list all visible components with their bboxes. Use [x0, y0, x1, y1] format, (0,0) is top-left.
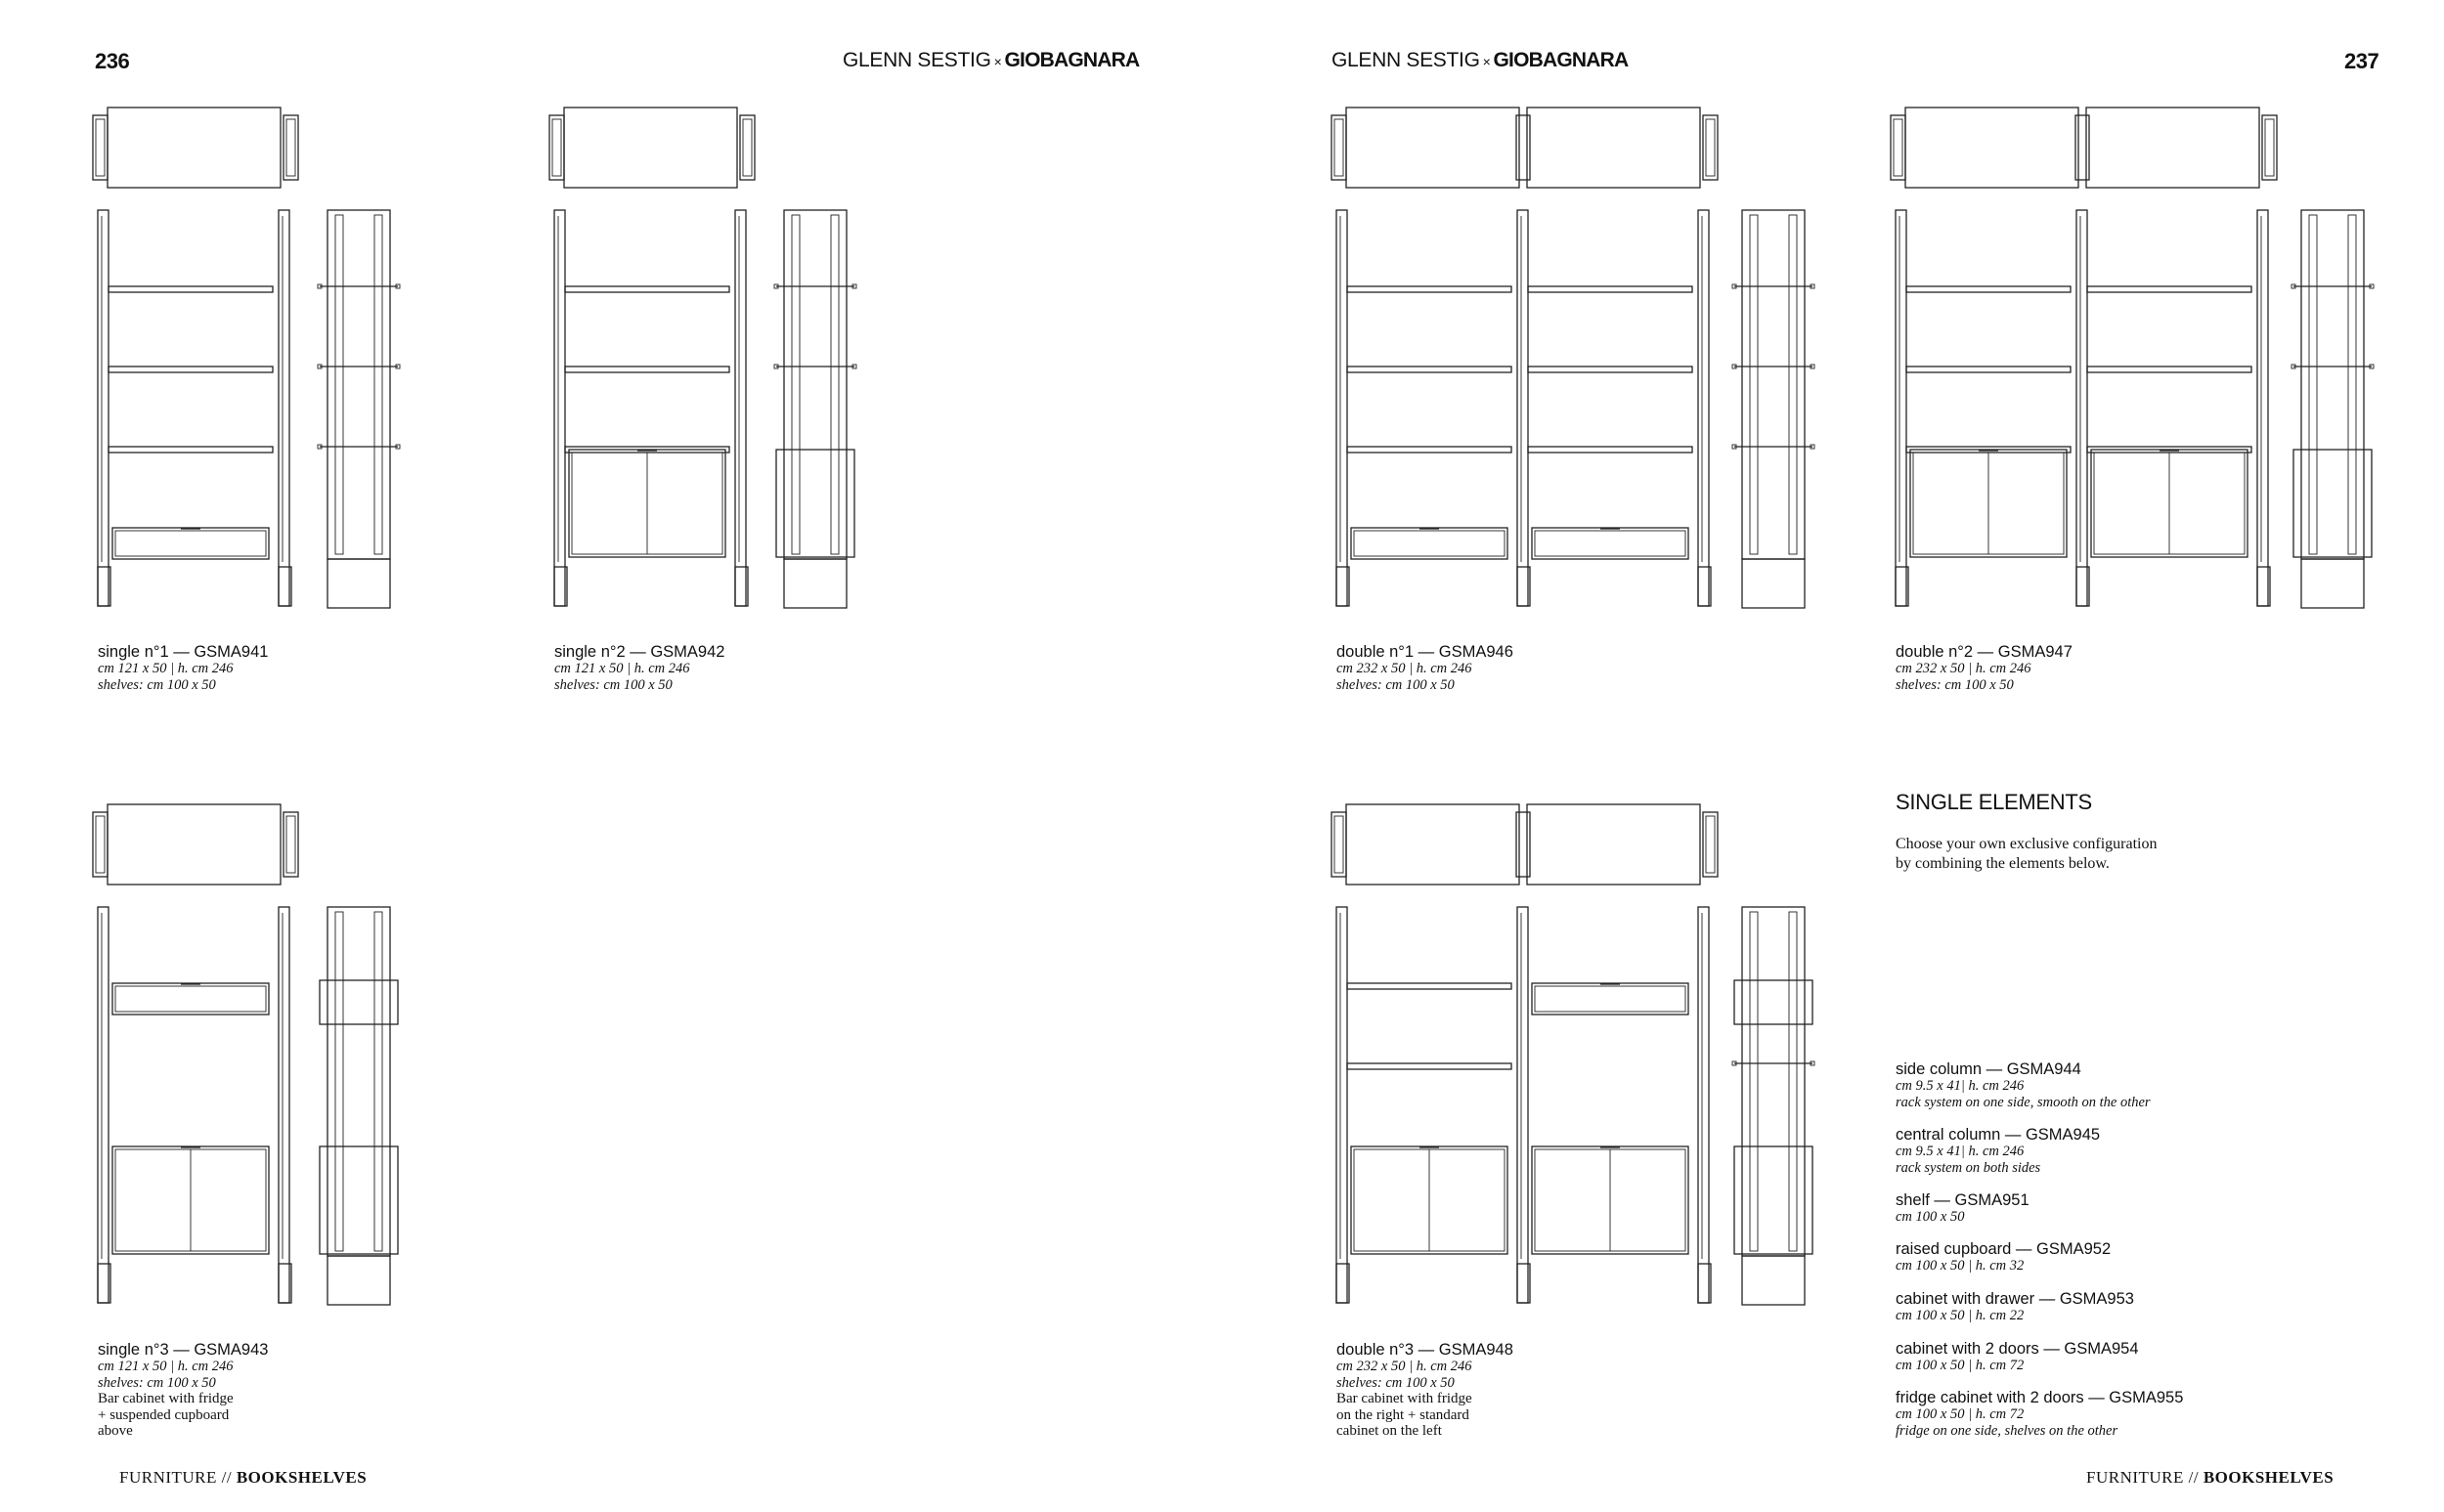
drawing-double-3	[1331, 804, 1840, 1322]
drawing-single-1	[93, 108, 406, 626]
caption-double-3	[1336, 1342, 1513, 1440]
element-spec: cm 100 x 50 | h. cm 72	[1896, 1406, 2025, 1422]
product-shelves: shelves: cm 100 x 50	[1336, 1374, 1455, 1391]
element-central-column	[1896, 1127, 2100, 1176]
element-title: cabinet with drawer — GSMA953	[1896, 1290, 2134, 1308]
element-spec: cm 100 x 50	[1896, 1209, 1965, 1225]
single-elements-heading: SINGLE ELEMENTS	[1896, 790, 2092, 814]
product-note: Bar cabinet with fridge	[98, 1391, 234, 1406]
element-cabinet-2-doors	[1896, 1341, 2139, 1374]
product-dimensions: cm 232 x 50 | h. cm 246	[1896, 661, 2031, 676]
product-title: double n°3 — GSMA948	[1336, 1341, 1513, 1359]
product-title: single n°3 — GSMA943	[98, 1341, 269, 1359]
footer-section: BOOKSHELVES	[236, 1468, 368, 1487]
element-fridge-cabinet	[1896, 1390, 2183, 1439]
drawing-double-1	[1331, 108, 1840, 626]
product-note: Bar cabinet with fridge	[1336, 1391, 1472, 1406]
element-title: raised cupboard — GSMA952	[1896, 1240, 2112, 1258]
drawing-single-2	[549, 108, 862, 626]
brand-separator: ×	[1482, 54, 1491, 69]
page-number-right: 237	[2344, 49, 2379, 73]
element-title: central column — GSMA945	[1896, 1126, 2101, 1144]
caption-single-2	[554, 644, 724, 693]
element-cabinet-drawer	[1896, 1291, 2134, 1324]
product-title: single n°1 — GSMA941	[98, 643, 269, 661]
product-note: + suspended cupboard	[98, 1406, 230, 1423]
footer-right	[2086, 1468, 2334, 1488]
product-title: single n°2 — GSMA942	[554, 643, 725, 661]
element-shelf	[1896, 1192, 2029, 1226]
single-elements-intro	[1896, 835, 2158, 874]
element-side-column	[1896, 1061, 2151, 1110]
product-note: cabinet on the left	[1336, 1423, 1442, 1439]
product-note: above	[98, 1423, 133, 1439]
brand-separator: ×	[993, 54, 1002, 69]
product-dimensions: cm 121 x 50 | h. cm 246	[98, 661, 234, 676]
element-spec: cm 9.5 x 41| h. cm 246	[1896, 1144, 2025, 1159]
footer-left	[119, 1468, 367, 1488]
element-spec: rack system on one side, smooth on the other	[1896, 1094, 2151, 1110]
caption-single-3	[98, 1342, 268, 1440]
element-spec: rack system on both sides	[1896, 1159, 2041, 1176]
caption-double-2	[1896, 644, 2073, 693]
element-title: shelf — GSMA951	[1896, 1191, 2029, 1209]
brand-maker: GIOBAGNARA	[1493, 49, 1629, 71]
brand-header-left	[843, 49, 1139, 72]
product-shelves: shelves: cm 100 x 50	[1336, 676, 1455, 693]
element-raised-cupboard	[1896, 1241, 2111, 1274]
product-title: double n°1 — GSMA946	[1336, 643, 1513, 661]
drawing-double-2	[1891, 108, 2399, 626]
footer-section: BOOKSHELVES	[2203, 1468, 2335, 1487]
brand-maker: GIOBAGNARA	[1004, 49, 1140, 71]
element-spec: cm 9.5 x 41| h. cm 246	[1896, 1078, 2025, 1094]
drawing-single-3	[93, 804, 406, 1322]
product-dimensions: cm 232 x 50 | h. cm 246	[1336, 661, 1472, 676]
brand-designer: GLENN SESTIG	[843, 49, 991, 71]
intro-line: by combining the elements below.	[1896, 855, 2110, 872]
caption-single-1	[98, 644, 268, 693]
product-shelves: shelves: cm 100 x 50	[98, 1374, 216, 1391]
element-title: fridge cabinet with 2 doors — GSMA955	[1896, 1389, 2184, 1406]
page-number-left: 236	[95, 49, 130, 73]
caption-double-1	[1336, 644, 1513, 693]
product-dimensions: cm 232 x 50 | h. cm 246	[1336, 1359, 1472, 1374]
brand-designer: GLENN SESTIG	[1331, 49, 1480, 71]
footer-category: FURNITURE //	[2086, 1468, 2204, 1487]
element-title: cabinet with 2 doors — GSMA954	[1896, 1340, 2139, 1358]
product-dimensions: cm 121 x 50 | h. cm 246	[98, 1359, 234, 1374]
footer-category: FURNITURE //	[119, 1468, 237, 1487]
brand-header-right	[1331, 49, 1628, 72]
element-spec: cm 100 x 50 | h. cm 32	[1896, 1258, 2025, 1274]
product-note: on the right + standard	[1336, 1406, 1469, 1423]
intro-line: Choose your own exclusive configuration	[1896, 836, 2158, 852]
element-title: side column — GSMA944	[1896, 1060, 2081, 1078]
element-spec: cm 100 x 50 | h. cm 22	[1896, 1308, 2025, 1323]
product-dimensions: cm 121 x 50 | h. cm 246	[554, 661, 690, 676]
product-shelves: shelves: cm 100 x 50	[98, 676, 216, 693]
product-shelves: shelves: cm 100 x 50	[1896, 676, 2014, 693]
element-spec: cm 100 x 50 | h. cm 72	[1896, 1358, 2025, 1373]
product-shelves: shelves: cm 100 x 50	[554, 676, 673, 693]
product-title: double n°2 — GSMA947	[1896, 643, 2073, 661]
element-spec: fridge on one side, shelves on the other	[1896, 1422, 2118, 1439]
